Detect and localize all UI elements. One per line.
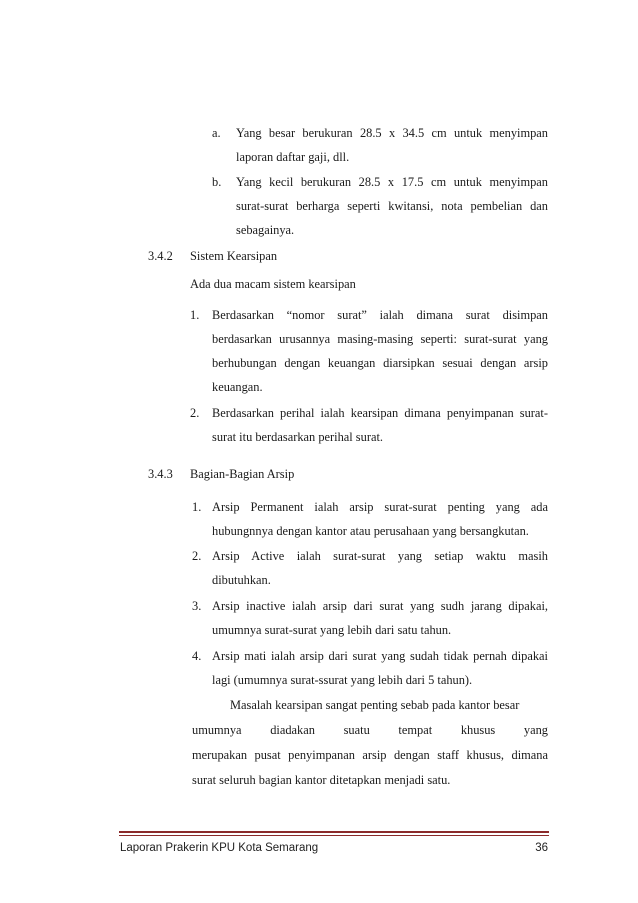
list-item-line: Arsip Permanent ialah arsip surat-surat penting yang ada <box>212 500 548 514</box>
list-marker: 4. <box>192 649 202 663</box>
list-item-line: dibutuhkan. <box>212 573 271 587</box>
list-marker: 2. <box>190 406 200 420</box>
list-item-line: berdasarkan urusannya masing-masing seperti: surat-surat yang <box>212 332 548 346</box>
paragraph-line: umumnya diadakan suatu tempat khusus yang <box>192 723 548 737</box>
list-marker: a. <box>212 126 221 140</box>
list-item-line: surat itu berdasarkan perihal surat. <box>212 430 383 444</box>
list-item-line: Arsip mati ialah arsip dari surat yang sudah tidak pernah dipakai <box>212 649 548 663</box>
list-marker: 1. <box>192 500 202 514</box>
list-item-line: sebagainya. <box>236 223 295 237</box>
list-item-line: Berdasarkan perihal ialah kearsipan dimana penyimpanan surat- <box>212 406 548 420</box>
footer-title: Laporan Prakerin KPU Kota Semarang <box>120 842 319 854</box>
footer-rule-thin <box>119 835 549 836</box>
list-item-line: Yang kecil berukuran 28.5 x 17.5 cm untuk menyimpan <box>236 175 548 189</box>
paragraph-line: merupakan pusat penyimpanan arsip dengan staff khusus, dimana <box>192 748 548 762</box>
list-item-line: umumnya surat-surat yang lebih dari satu tahun. <box>212 623 452 637</box>
list-item-line: Arsip Active ialah surat-surat yang setiap waktu masih <box>212 549 548 563</box>
section-title: Sistem Kearsipan <box>190 249 278 263</box>
paragraph-line: surat seluruh bagian kantor ditetapkan menjadi satu. <box>192 773 451 787</box>
list-marker: 3. <box>192 599 202 613</box>
list-item-line: Berdasarkan “nomor surat” ialah dimana surat disimpan <box>212 308 548 322</box>
footer-rule <box>119 831 549 833</box>
paragraph-line: Masalah kearsipan sangat penting sebab pada kantor besar <box>230 698 520 712</box>
list-marker: b. <box>212 175 222 189</box>
list-item-line: berhubungan dengan keuangan diarsipkan sesuai dengan arsip <box>212 356 548 370</box>
list-item-line: laporan daftar gaji, dll. <box>236 150 350 164</box>
section-intro: Ada dua macam sistem kearsipan <box>190 277 356 291</box>
list-item-line: Yang besar berukuran 28.5 x 34.5 cm untuk menyimpan <box>236 126 548 140</box>
page-number: 36 <box>535 842 548 854</box>
list-marker: 1. <box>190 308 200 322</box>
list-item-line: Arsip inactive ialah arsip dari surat yang sudh jarang dipakai, <box>212 599 548 613</box>
list-item-line: lagi (umumnya surat-ssurat yang lebih dari 5 tahun). <box>212 673 473 687</box>
list-marker: 2. <box>192 549 202 563</box>
list-item-line: keuangan. <box>212 380 263 394</box>
section-number: 3.4.2 <box>148 249 173 263</box>
list-item-line: surat-surat berharga seperti kwitansi, nota pembelian dan <box>236 199 548 213</box>
section-number: 3.4.3 <box>148 467 173 481</box>
section-title: Bagian-Bagian Arsip <box>190 467 295 481</box>
list-item-line: hubungnnya dengan kantor atau perusahaan yang bersangkutan. <box>212 524 529 538</box>
